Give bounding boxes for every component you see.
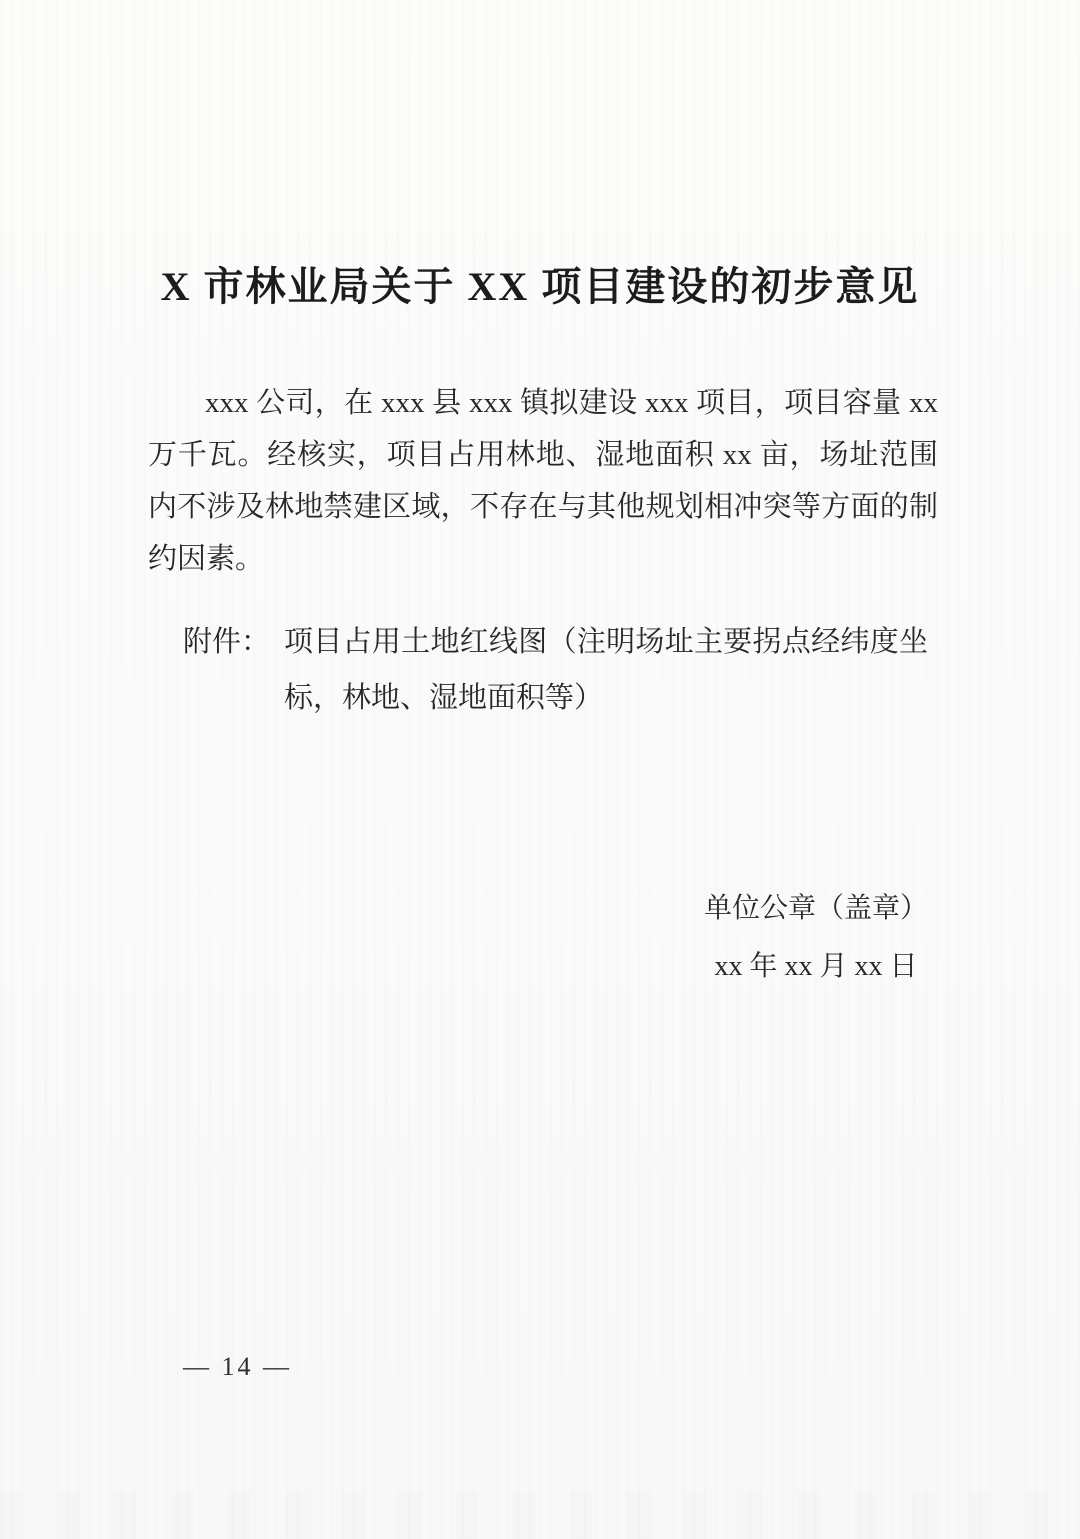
attachment-note [183, 614, 928, 726]
document-title: X 市林业局关于 XX 项目建设的初步意见 [160, 263, 920, 309]
page-number: — 14 — [183, 1352, 292, 1381]
attachment-text: 项目占用土地红线图（注明场址主要拐点经纬度坐标，林地、湿地面积等） [284, 626, 929, 714]
date-placeholder-line: xx 年 xx 月 xx 日 [714, 951, 918, 982]
scan-artifact-band [0, 1493, 1080, 1539]
body-paragraph: xxx 公司，在 xxx 县 xxx 镇拟建设 xxx 项目，项目容量 xx 万千瓦。经核实，项目占用林地、湿地面积 xx 亩，场址范围内不涉及林地禁建区域，不存在与其他规划相冲突等方面的制约因素。 [148, 387, 938, 575]
attachment-label: 附件： [183, 626, 271, 658]
signature-block [704, 880, 928, 996]
seal-instruction-line: 单位公章（盖章） [703, 893, 928, 924]
